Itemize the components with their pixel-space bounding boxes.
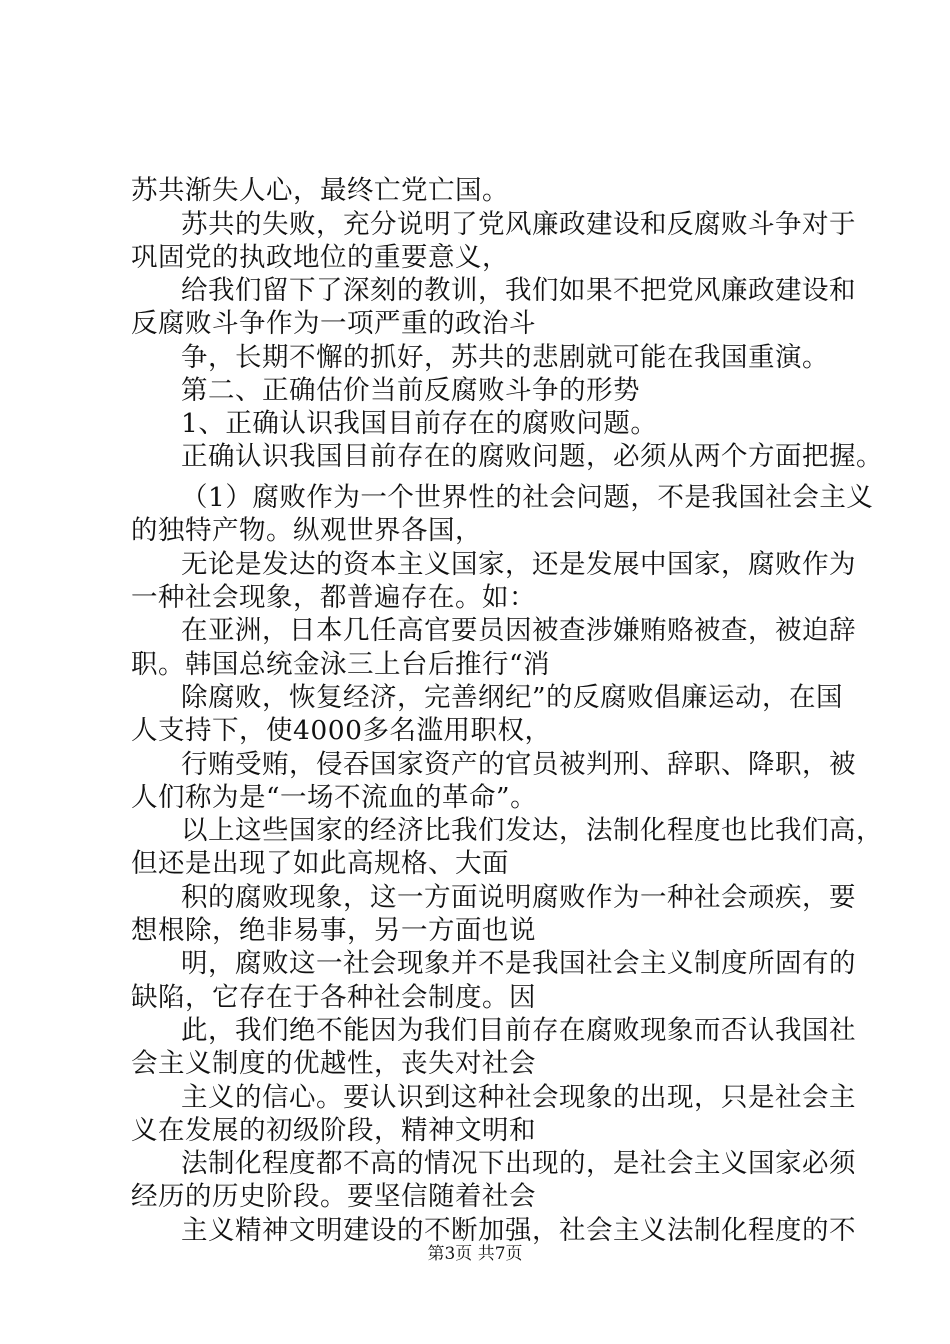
text-line: 人们称为是“一场不流血的革命”。	[131, 782, 538, 813]
paragraph-first-line: 正确认识我国目前存在的腐败问题，必须从两个方面把握。	[181, 441, 883, 472]
text-line: 一种社会现象，都普遍存在。如：	[131, 582, 536, 613]
text-line: 巩固党的执政地位的重要意义，	[131, 242, 509, 273]
subsection-heading: 1、正确认识我国目前存在的腐败问题。	[181, 408, 658, 439]
text-line: 反腐败斗争作为一项严重的政治斗	[131, 308, 536, 339]
paragraph-first-line: 苏共的失败，充分说明了党风廉政建设和反腐败斗争对于	[181, 209, 856, 240]
text-line: 会主义制度的优越性，丧失对社会	[131, 1048, 536, 1079]
text-line: 义在发展的初级阶段，精神文明和	[131, 1115, 536, 1146]
paragraph-first-line: 无论是发达的资本主义国家，还是发展中国家，腐败作为	[181, 549, 856, 580]
paragraph-first-line: 行贿受贿，侵吞国家资产的官员被判刑、辞职、降职，被	[181, 749, 856, 780]
paragraph-first-line: 明，腐败这一社会现象并不是我国社会主义制度所固有的	[181, 948, 856, 979]
paragraph-first-line: 积的腐败现象，这一方面说明腐败作为一种社会顽疾，要	[181, 882, 856, 913]
paragraph-first-line: 主义精神文明建设的不断加强，社会主义法制化程度的不	[181, 1215, 856, 1246]
text-line: 的独特产物。纵观世界各国，	[131, 515, 482, 546]
paragraph-first-line: 在亚洲，日本几任高官要员因被查涉嫌贿赂被查，被迫辞	[181, 615, 856, 646]
paragraph-first-line: 此，我们绝不能因为我们目前存在腐败现象而否认我国社	[181, 1015, 856, 1046]
text-line: 经历的历史阶段。要坚信随着社会	[131, 1181, 536, 1212]
paragraph-first-line: 除腐败，恢复经济，完善纲纪”的反腐败倡廉运动，在国	[181, 682, 844, 713]
paragraph-first-line: 给我们留下了深刻的教训，我们如果不把党风廉政建设和	[181, 275, 856, 306]
text-line: 职。韩国总统金泳三上台后推行“消	[131, 649, 551, 680]
paragraph-first-line: 法制化程度都不高的情况下出现的，是社会主义国家必须	[181, 1148, 856, 1179]
text-line: 缺陷，它存在于各种社会制度。因	[131, 982, 536, 1013]
section-heading: 第二、正确估价当前反腐败斗争的形势	[181, 375, 640, 406]
text-line: 想根除，绝非易事，另一方面也说	[131, 915, 536, 946]
text-line: 人支持下，使4000多名滥用职权，	[131, 715, 552, 746]
paragraph-first-line: 争，长期不懈的抓好，苏共的悲剧就可能在我国重演。	[181, 342, 829, 373]
paragraph-first-line: 以上这些国家的经济比我们发达，法制化程度也比我们高，	[181, 815, 883, 846]
text-line: 苏共渐失人心，最终亡党亡国。	[131, 175, 509, 206]
paragraph-first-line: （1）腐败作为一个世界性的社会问题，不是我国社会主义	[181, 482, 874, 513]
paragraph-first-line: 主义的信心。要认识到这种社会现象的出现，只是社会主	[181, 1082, 856, 1113]
text-line: 但还是出现了如此高规格、大面	[131, 848, 509, 879]
page-number-footer: 第3页 共7页	[427, 1244, 523, 1264]
